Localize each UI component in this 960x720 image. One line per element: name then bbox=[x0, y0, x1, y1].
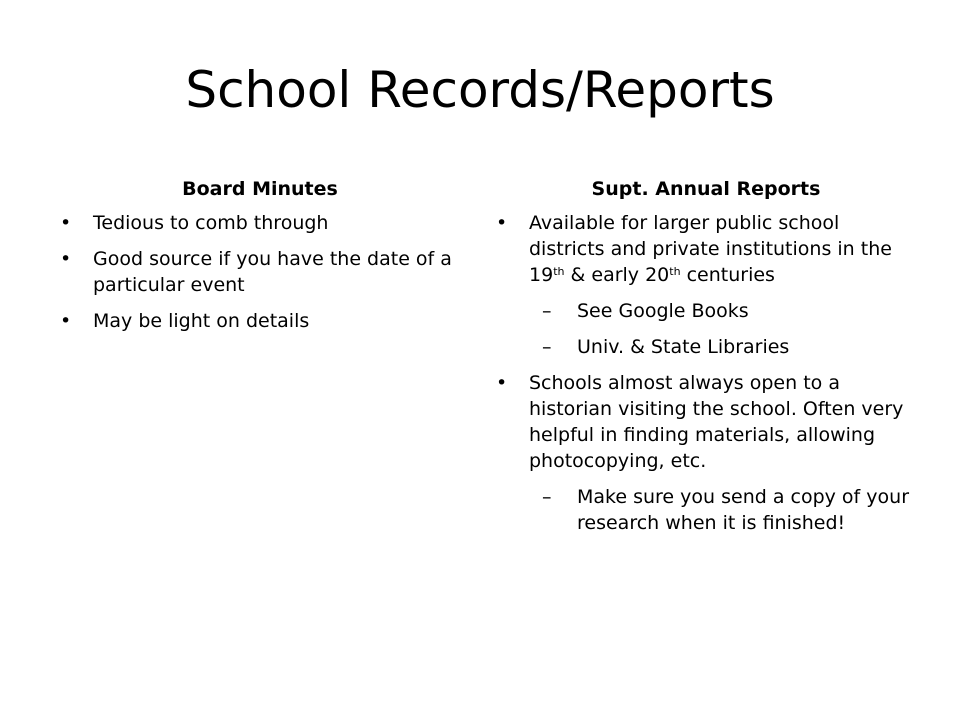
left-column-heading: Board Minutes bbox=[182, 178, 338, 200]
right-sub-bullet-3-text: Make sure you send a copy of your research when it is finished! bbox=[577, 486, 910, 534]
superscript-th: th bbox=[669, 265, 681, 278]
right-bullet-1 bbox=[496, 210, 916, 288]
left-column bbox=[60, 176, 460, 344]
dash-icon: – bbox=[542, 300, 552, 322]
left-bullet-3-text: May be light on details bbox=[93, 310, 310, 332]
dash-icon: – bbox=[542, 486, 552, 508]
left-bullet-1-text: Tedious to comb through bbox=[93, 212, 329, 234]
right-bullet-2-text: Schools almost always open to a historian visiting the school. Often very helpful in finding materials, allowing photocopying, etc. bbox=[529, 372, 904, 472]
right-bullet-1-text-a: Available for larger public school districts and private institutions in the 19 bbox=[529, 212, 892, 286]
right-bullet-1-text-c: centuries bbox=[680, 264, 775, 286]
right-column bbox=[496, 176, 916, 546]
right-sub-bullet-2 bbox=[496, 334, 916, 360]
left-bullet-2-text: Good source if you have the date of a particular event bbox=[93, 248, 452, 296]
slide-title: School Records/Reports bbox=[185, 61, 775, 119]
bullet-icon: • bbox=[496, 372, 508, 394]
right-sub-bullet-2-text: Univ. & State Libraries bbox=[577, 336, 790, 358]
bullet-icon: • bbox=[60, 212, 72, 234]
right-sub-bullet-3 bbox=[496, 484, 916, 536]
superscript-th: th bbox=[553, 265, 565, 278]
dash-icon: – bbox=[542, 336, 552, 358]
right-sub-bullet-1 bbox=[496, 298, 916, 324]
bullet-icon: • bbox=[60, 310, 72, 332]
bullet-icon: • bbox=[496, 212, 508, 234]
left-bullet-2 bbox=[60, 246, 460, 298]
right-sub-bullet-1-text: See Google Books bbox=[577, 300, 749, 322]
right-bullet-1-text bbox=[529, 212, 892, 286]
right-column-heading: Supt. Annual Reports bbox=[591, 178, 821, 200]
left-bullet-1 bbox=[60, 210, 460, 236]
right-bullet-1-text-b: & early 20 bbox=[564, 264, 670, 286]
bullet-icon: • bbox=[60, 248, 72, 270]
right-bullet-2 bbox=[496, 370, 916, 474]
left-bullet-3 bbox=[60, 308, 460, 334]
